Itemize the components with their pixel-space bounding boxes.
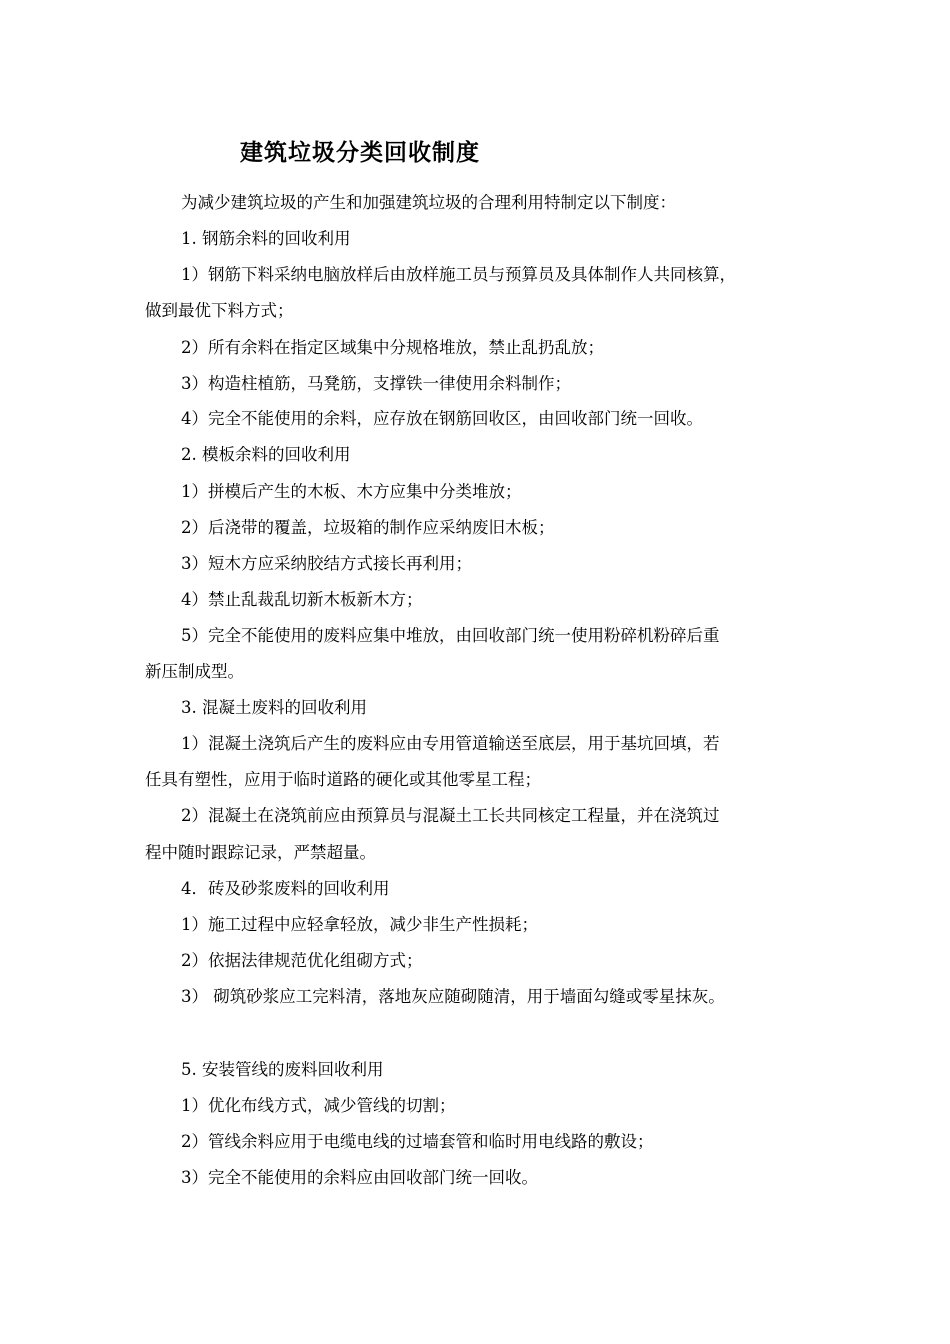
section-1-item-1: 1）钢筋下料采纳电脑放样后由放样施工员与预算员及具体制作人共同核算，	[181, 265, 736, 284]
document-title: 建筑垃圾分类回收制度	[240, 140, 480, 166]
section-5-heading: 5. 安装管线的废料回收利用	[181, 1060, 384, 1079]
section-4-heading: 4．砖及砂浆废料的回收利用	[181, 879, 390, 898]
section-4-item-2: 2）依据法律规范优化组砌方式；	[181, 951, 423, 970]
section-5-item-1: 1）优化布线方式，减少管线的切割；	[181, 1096, 456, 1115]
section-3-item-2: 2）混凝土在浇筑前应由预算员与混凝土工长共同核定工程量，并在浇筑过	[181, 806, 720, 825]
section-2-item-5: 5）完全不能使用的废料应集中堆放，由回收部门统一使用粉碎机粉碎后重	[181, 626, 720, 645]
section-2-item-3: 3）短木方应采纳胶结方式接长再利用；	[181, 554, 472, 573]
section-1-item-3: 3）构造柱植筋，马凳筋，支撑铁一律使用余料制作；	[181, 374, 571, 393]
section-1-item-2: 2）所有余料在指定区域集中分规格堆放，禁止乱扔乱放；	[181, 338, 604, 357]
section-3-heading: 3. 混凝土废料的回收利用	[181, 698, 367, 717]
section-4-item-3: 3） 砌筑砂浆应工完料清，落地灰应随砌随清，用于墙面勾缝或零星抹灰。	[181, 987, 725, 1006]
section-1-item-1-cont: 做到最优下料方式；	[145, 301, 294, 320]
section-5-item-2: 2）管线余料应用于电缆电线的过墙套管和临时用电线路的敷设；	[181, 1132, 654, 1151]
section-2-heading: 2. 模板余料的回收利用	[181, 445, 351, 464]
section-1-heading: 1. 钢筋余料的回收利用	[181, 229, 351, 248]
section-2-item-1: 1）拼模后产生的木板、木方应集中分类堆放；	[181, 482, 522, 501]
section-4-item-1: 1）施工过程中应轻拿轻放，减少非生产性损耗；	[181, 915, 538, 934]
section-3-item-1: 1）混凝土浇筑后产生的废料应由专用管道输送至底层，用于基坑回填，若	[181, 734, 720, 753]
section-3-item-1-cont: 任具有塑性，应用于临时道路的硬化或其他零星工程；	[145, 770, 541, 789]
section-2-item-2: 2）后浇带的覆盖，垃圾箱的制作应采纳废旧木板；	[181, 518, 555, 537]
section-2-item-5-cont: 新压制成型。	[145, 662, 244, 681]
section-2-item-4: 4）禁止乱裁乱切新木板新木方；	[181, 590, 423, 609]
intro-paragraph: 为减少建筑垃圾的产生和加强建筑垃圾的合理利用特制定以下制度：	[181, 193, 676, 212]
section-5-item-3: 3）完全不能使用的余料应由回收部门统一回收。	[181, 1168, 538, 1187]
section-3-item-2-cont: 程中随时跟踪记录，严禁超量。	[145, 843, 376, 862]
section-1-item-4: 4）完全不能使用的余料，应存放在钢筋回收区，由回收部门统一回收。	[181, 409, 703, 428]
